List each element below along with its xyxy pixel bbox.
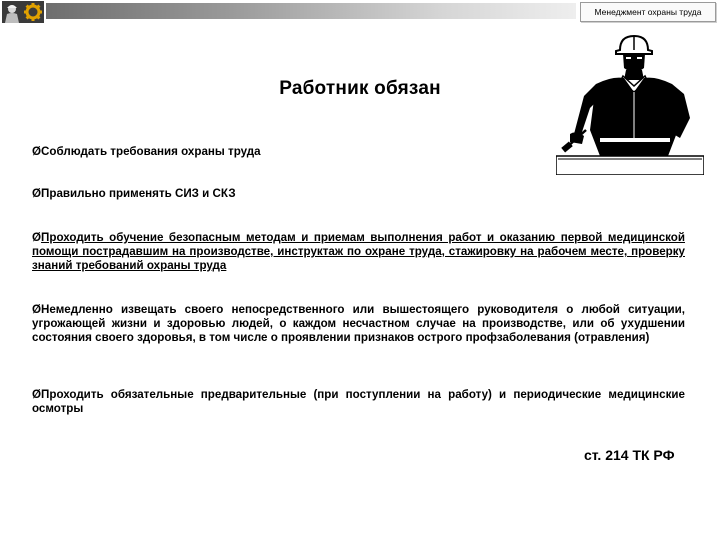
bullet-marker: Ø	[32, 145, 42, 158]
article-reference: ст. 214 ТК РФ	[584, 447, 675, 463]
list-item	[32, 303, 685, 345]
module-title: Менеджмент охраны труда	[580, 2, 716, 22]
item-text: Проходить обязательные предварительные (при поступлении на работу) и периодические медицинские осмотры	[32, 388, 685, 415]
item-text: Правильно применять СИЗ и СКЗ	[41, 187, 236, 200]
bullet-marker: Ø	[32, 388, 42, 401]
item-text: Немедленно извещать своего непосредственного или вышестоящего руководителя о любой ситуации, угрожающей жизни и здоровью людей, о каждом несчастном случае на производстве, или об ухудшении состояния своего здоровья, в том числе о проявлении признаков острого профзаболевания (отравления)	[32, 303, 685, 344]
slide-title: Работник обязан	[279, 78, 441, 99]
item-text: Соблюдать требования охраны труда	[41, 145, 261, 158]
bullet-marker: Ø	[32, 231, 42, 244]
list-item	[32, 388, 685, 416]
list-item	[32, 187, 685, 201]
list-item	[32, 231, 685, 273]
top-bar	[0, 0, 720, 24]
list-item	[32, 145, 685, 159]
header-strip	[46, 3, 576, 19]
logo	[2, 1, 44, 23]
item-text: Проходить обучение безопасным методам и приемам выполнения работ и оказанию первой медицинской помощи пострадавшим на производстве, инструктаж по охране труда, стажировку на рабочем месте, проверку знаний требований охраны труда	[32, 231, 685, 272]
bullet-marker: Ø	[32, 303, 42, 316]
bullet-marker: Ø	[32, 187, 42, 200]
